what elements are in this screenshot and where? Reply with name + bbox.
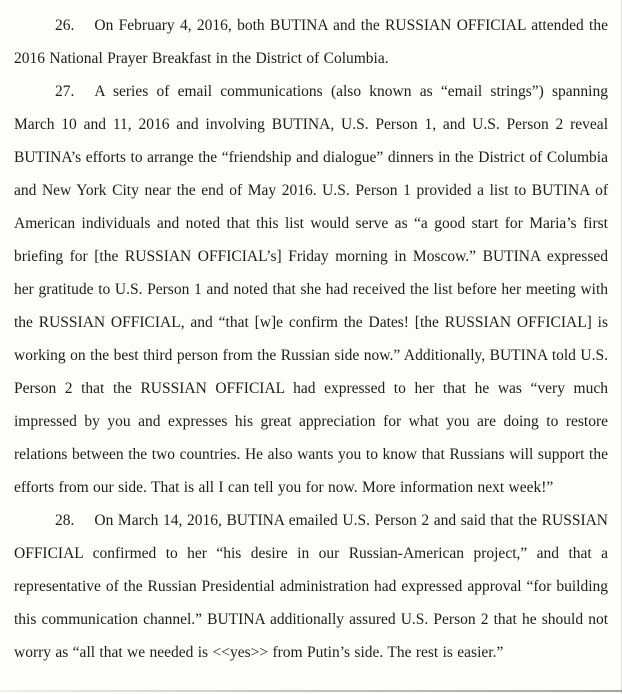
paragraph-number: 27. — [55, 83, 75, 100]
paragraph-number: 26. — [55, 17, 75, 34]
paragraph-text: On March 14, 2016, BUTINA emailed U.S. Person 2 and said that the RUSSIAN OFFICIAL confirmed to her “his desire in our Russian-American project,” and that a representative of the Russian Presidential administration had expressed approval “for building this communication channel.” BUTINA additionally assured U.S. Person 2 that he should not worry as “all that we needed is <<yes>> from Putin’s side. The rest is easier.” — [14, 512, 608, 661]
paragraph-number: 28. — [55, 512, 75, 529]
paragraph-26 — [14, 9, 608, 75]
paragraph-28 — [14, 504, 608, 669]
paragraph-27 — [14, 75, 608, 504]
paragraph-text: A series of email communications (also known as “email strings”) spanning March 10 and 11, 2016 and involving BUTINA, U.S. Person 1, and U.S. Person 2 reveal BUTINA’s efforts to arrange the “friendship and dialogue” dinners in the District of Columbia and New York City near the end of May 2016. U.S. Person 1 provided a list to BUTINA of American individuals and noted that this list would serve as “a good start for Maria’s first briefing for [the RUSSIAN OFFICIAL’s] Friday morning in Moscow.” BUTINA expressed her gratitude to U.S. Person 1 and noted that she had received the list before her meeting with the RUSSIAN OFFICIAL, and “that [w]e confirm the Dates! [the RUSSIAN OFFICIAL] is working on the best third person from the Russian side now.” Additionally, BUTINA told U.S. Person 2 that the RUSSIAN OFFICIAL had expressed to her that he was “very much impressed by you and expresses his great appreciation for what you are doing to restore relations between the two countries. He also wants you to know that Russians will support the efforts from our side. That is all I can tell you for now. More information next week!” — [14, 83, 608, 496]
paragraph-text: On February 4, 2016, both BUTINA and the RUSSIAN OFFICIAL attended the 2016 National Prayer Breakfast in the District of Columbia. — [14, 17, 608, 67]
